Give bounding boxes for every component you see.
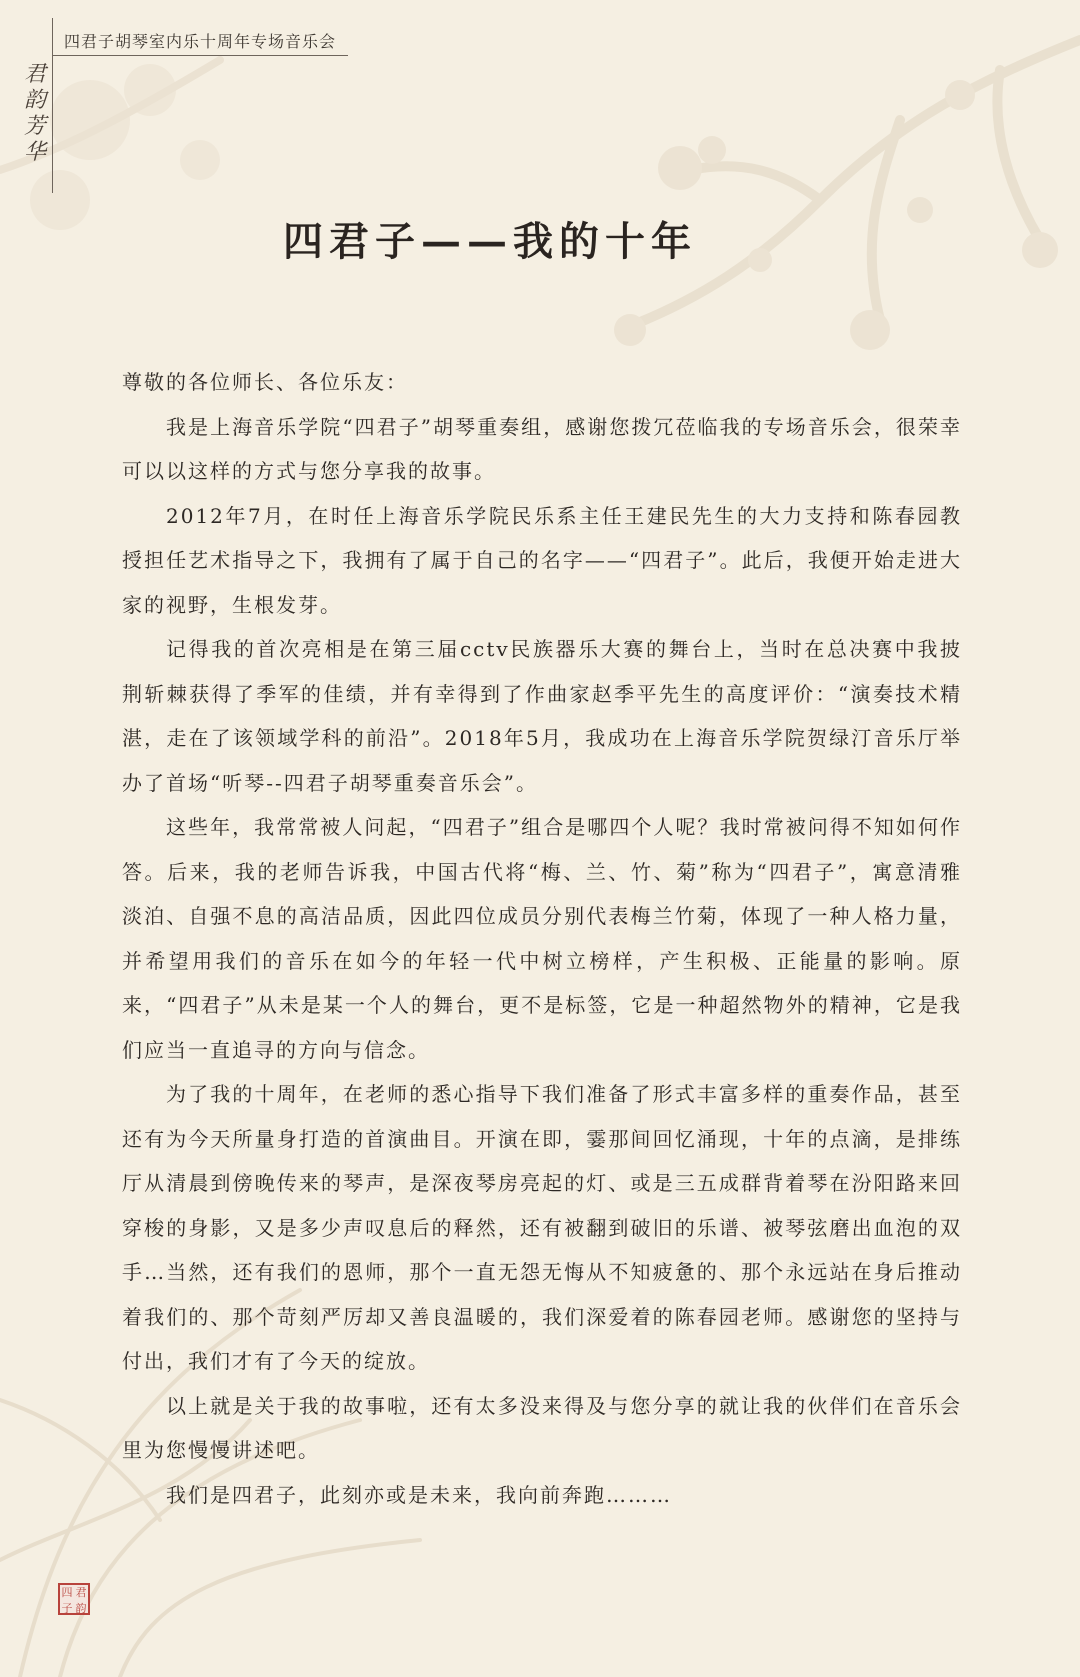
paragraph: 以上就是关于我的故事啦，还有太多没来得及与您分享的就让我的伙伴们在音乐会里为您慢慢讲述吧。 xyxy=(122,1393,962,1462)
brand-calligraphy: 君韵芳华 xyxy=(23,62,46,165)
paragraph: 这些年，我常常被人问起，“四君子”组合是哪四个人呢？我时常被问得不知如何作答。后来，我的老师告诉我，中国古代将“梅、兰、竹、菊”称为“四君子”，寓意清雅淡泊、自强不息的高洁品质，因此四位成员分别代表梅兰竹菊，体现了一种人格力量，并希望用我们的音乐在如今的年轻一代中树立榜样，产生积极、正能量的影响。原来，“四君子”从未是某一个人的舞台，更不是标签，它是一种超然物外的精神，它是我们应当一直追寻的方向与信念。 xyxy=(122,815,962,1062)
paragraph: 我是上海音乐学院“四君子”胡琴重奏组，感谢您拨冗莅临我的专场音乐会，很荣幸可以以这样的方式与您分享我的故事。 xyxy=(122,414,962,483)
header-vertical-rule xyxy=(52,18,53,193)
seal-char: 四 xyxy=(61,1586,73,1599)
article-body xyxy=(122,360,962,1517)
paragraph: 我们是四君子，此刻亦或是未来，我向前奔跑……… xyxy=(166,1482,672,1507)
paragraph: 记得我的首次亮相是在第三届cctv民族器乐大赛的舞台上，当时在总决赛中我披荆斩棘获得了季军的佳绩，并有幸得到了作曲家赵季平先生的高度评价：“演奏技术精湛，走在了该领域学科的前沿”。2018年5月，我成功在上海音乐学院贺绿汀音乐厅举办了首场“听琴--四君子胡琴重奏音乐会”。 xyxy=(122,637,962,795)
paragraph: 为了我的十周年，在老师的悉心指导下我们准备了形式丰富多样的重奏作品，甚至还有为今天所量身打造的首演曲目。开演在即，霎那间回忆涌现，十年的点滴，是排练厅从清晨到傍晚传来的琴声，是深夜琴房亮起的灯、或是三五成群背着琴在汾阳路来回穿梭的身影，又是多少声叹息后的释然，还有被翻到破旧的乐谱、被琴弦磨出血泡的双手…当然，还有我们的恩师，那个一直无怨无悔从不知疲惫的、那个永远站在身后推动着我们的、那个苛刻严厉却又善良温暖的，我们深爱着的陈春园老师。感谢您的坚持与付出，我们才有了今天的绽放。 xyxy=(122,1082,962,1373)
seal-char: 子 xyxy=(61,1602,73,1615)
salutation: 尊敬的各位师长、各位乐友： xyxy=(122,370,408,394)
seal-char: 君 xyxy=(75,1586,87,1599)
paragraph: 2012年7月，在时任上海音乐学院民乐系主任王建民先生的大力支持和陈春园教授担任艺术指导之下，我拥有了属于自己的名字——“四君子”。此后，我便开始走进大家的视野，生根发芽。 xyxy=(122,503,962,617)
header-title: 四君子胡琴室内乐十周年专场音乐会 xyxy=(64,32,337,51)
header-horizontal-rule xyxy=(52,55,348,56)
seal-char: 韵 xyxy=(75,1602,87,1615)
red-seal-stamp xyxy=(58,1583,90,1615)
article-title: 四君子——我的十年 xyxy=(283,218,697,265)
